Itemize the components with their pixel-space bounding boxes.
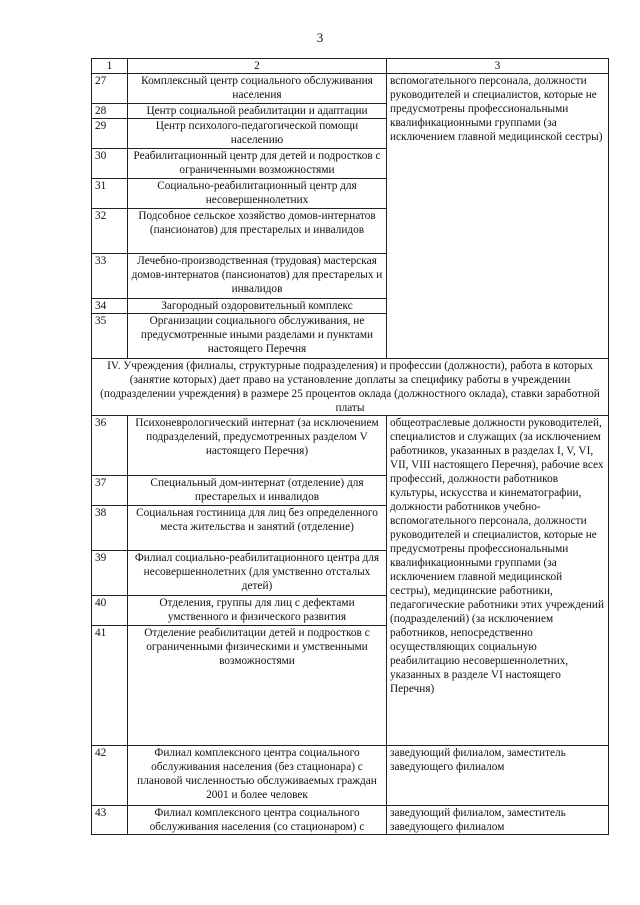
table-row	[92, 416, 609, 476]
row-number: 37	[92, 476, 128, 506]
row-number: 30	[92, 149, 128, 179]
table-row	[92, 806, 609, 835]
institution-name: Реабилитационный центр для детей и подростков с ограниченными возможностями	[128, 149, 387, 179]
institution-name: Отделения, группы для лиц с дефектами умственного и физического развития	[128, 596, 387, 626]
institution-name: Психоневрологический интернат (за исключением подразделений, предусмотренных разделом V настоящего Перечня)	[128, 416, 387, 476]
section-iv-heading: IV. Учреждения (филиалы, структурные подразделения) и профессии (должности), работа в которых (занятие которых) дает право на установление доплаты за специфику работы в учреждении (подразделении учреждения) в размере 25 процентов оклада (должностного оклада), ставки заработной платы	[92, 359, 609, 416]
institution-name: Комплексный центр социального обслуживания населения	[128, 74, 387, 104]
row-number: 35	[92, 314, 128, 359]
row-number: 42	[92, 746, 128, 806]
institution-name: Филиал социально-реабилитационного центра для несовершеннолетних (для умственно отсталых детей)	[128, 551, 387, 596]
row-number: 29	[92, 119, 128, 149]
row-number: 43	[92, 806, 128, 835]
column-header-2: 2	[128, 59, 387, 74]
institution-name: Социально-реабилитационный центр для несовершеннолетних	[128, 179, 387, 209]
institution-name: Филиал комплексного центра социального обслуживания населения (без стационара) с плановой численностью обслуживаемых граждан 2001 и более человек	[128, 746, 387, 806]
institution-name: Загородный оздоровительный комплекс	[128, 299, 387, 314]
institution-name: Отделение реабилитации детей и подростков с ограниченными физическими и умственными возможностями	[128, 626, 387, 746]
row-number: 27	[92, 74, 128, 104]
institution-name: Подсобное сельское хозяйство домов-интернатов (пансионатов) для престарелых и инвалидов	[128, 209, 387, 254]
institution-name: Центр психолого-педагогической помощи населению	[128, 119, 387, 149]
column-header-row	[92, 59, 609, 74]
institution-name: Центр социальной реабилитации и адаптации	[128, 104, 387, 119]
column-header-3: 3	[387, 59, 609, 74]
institution-name: Социальная гостиница для лиц без определенного места жительства и занятий (отделение)	[128, 506, 387, 551]
row-number: 28	[92, 104, 128, 119]
row-number: 34	[92, 299, 128, 314]
positions-description: заведующий филиалом, заместитель заведующего филиалом	[387, 806, 609, 835]
row-number: 32	[92, 209, 128, 254]
row-number: 36	[92, 416, 128, 476]
row-number: 38	[92, 506, 128, 551]
table-row	[92, 74, 609, 104]
positions-table	[91, 58, 609, 835]
row-number: 33	[92, 254, 128, 299]
institution-name: Специальный дом-интернат (отделение) для престарелых и инвалидов	[128, 476, 387, 506]
positions-description: вспомогательного персонала, должности руководителей и специалистов, которые не предусмотрены профессиональными квалификационными группами (за исключением главной медицинской сестры)	[387, 74, 609, 359]
column-header-1: 1	[92, 59, 128, 74]
row-number: 40	[92, 596, 128, 626]
row-number: 31	[92, 179, 128, 209]
section-heading-row	[92, 359, 609, 416]
page-number: 3	[316, 30, 324, 45]
institution-name: Лечебно-производственная (трудовая) мастерская домов-интернатов (пансионатов) для престарелых и инвалидов	[128, 254, 387, 299]
institution-name: Филиал комплексного центра социального обслуживания населения (со стационаром) с	[128, 806, 387, 835]
row-number: 41	[92, 626, 128, 746]
positions-description: заведующий филиалом, заместитель заведующего филиалом	[387, 746, 609, 806]
row-number: 39	[92, 551, 128, 596]
institution-name: Организации социального обслуживания, не предусмотренные иными разделами и пунктами настоящего Перечня	[128, 314, 387, 359]
table-row	[92, 746, 609, 806]
positions-description: общеотраслевые должности руководителей, специалистов и служащих (за исключением работников, указанных в разделах I, V, VI, VII, VIII настоящего Перечня), рабочие всех профессий, должности работников культуры, искусства и кинематографии, должности работников учебно-вспомогательного персонала, должности руководителей и специалистов, которые не предусмотрены профессиональными квалификационными группами (за исключением главной медицинской сестры), медицинские работники, педагогические работники этих учреждений (подразделений) (за исключением работников, непосредственно осуществляющих социальную реабилитацию несовершеннолетних, указанных в разделе VI настоящего Перечня)	[387, 416, 609, 746]
